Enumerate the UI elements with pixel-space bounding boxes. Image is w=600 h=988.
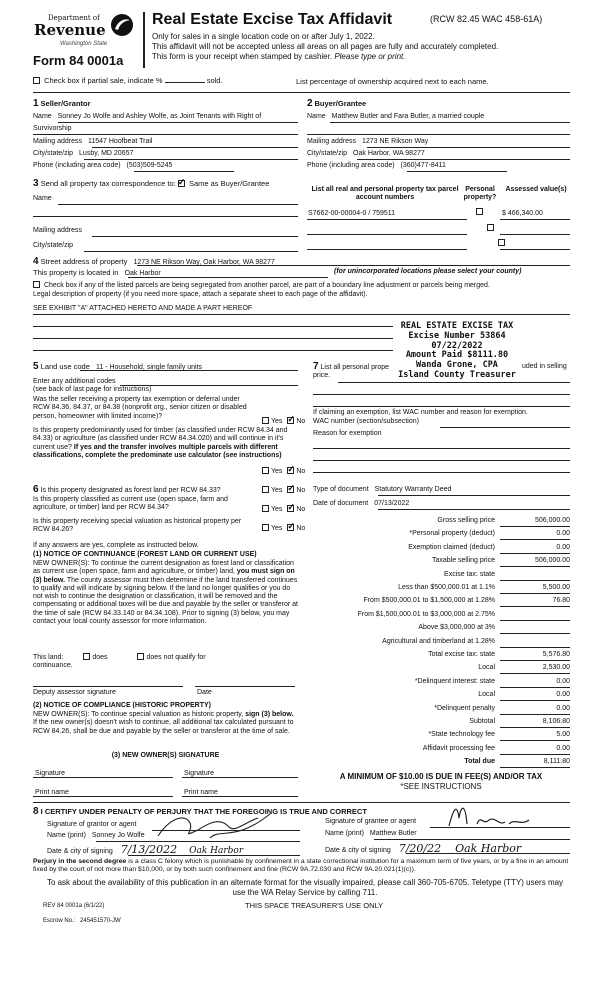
legal-description[interactable]: SEE EXHIBIT "A" ATTACHED HERETO AND MADE A PART HEREOF <box>33 305 253 312</box>
does-not-checkbox[interactable] <box>137 653 144 660</box>
header-line3: This form is your receipt when stamped by cashier. <box>152 52 333 61</box>
historic-yes-checkbox[interactable] <box>262 524 269 531</box>
personal-number: 7 <box>313 361 319 372</box>
street-number: 4 <box>33 256 39 267</box>
does-checkbox[interactable] <box>83 653 90 660</box>
tax-row <box>300 610 572 622</box>
correspondence-label: Send all property tax correspondence to: <box>40 179 176 188</box>
same-as-buyer-label: Same as Buyer/Grantee <box>188 179 270 188</box>
timber-yes-checkbox[interactable] <box>262 467 269 474</box>
does-label: does <box>92 654 108 661</box>
buyer-name[interactable]: Matthew Butler and Fara Butler, a married couple <box>331 113 485 120</box>
continuance-text-a: NEW OWNER(S): To continue the current designation as forest land or classification as current use (open space, farm and agriculture, or timber) land, <box>33 560 294 576</box>
tax-row-value[interactable]: 0.00 <box>500 544 570 554</box>
personal-label-a: List all personal prope <box>320 364 390 371</box>
buyer-mailing[interactable]: 1273 NE Rikson Way <box>361 138 429 145</box>
tax-row-label: Excise tax: state <box>444 570 495 578</box>
forest-yes-label: Yes <box>271 487 283 494</box>
tax-row-value[interactable]: 2,530.00 <box>500 664 570 674</box>
escrow-number: 245451570-JW <box>80 918 121 924</box>
type-or-print: Please type or print. <box>334 52 406 61</box>
tax-row-value[interactable]: 8,106.80 <box>500 718 570 728</box>
exemption-no-checkbox[interactable] <box>287 417 294 424</box>
rcw-citation: (RCW 82.45 WAC 458-61A) <box>430 14 543 24</box>
tax-row-label: Gross selling price <box>437 517 495 524</box>
seller-city[interactable]: Lusby, MD 20657 <box>79 150 134 157</box>
buyer-title: Buyer/Grantee <box>314 99 367 108</box>
treasurer-stamp <box>392 322 522 381</box>
forest-number: 6 <box>33 484 39 495</box>
tax-row-value[interactable]: 0.00 <box>500 530 570 540</box>
treasurer-use-only: THIS SPACE TREASURER'S USE ONLY <box>245 901 384 910</box>
tax-row <box>300 637 572 649</box>
continuance-text-b: you must sign on (3) below. <box>33 568 295 584</box>
timber-no-label: No <box>296 468 306 475</box>
seller-name-cont[interactable]: Survivorship <box>33 125 72 132</box>
rev-number: REV 84 0001a (6/1/22) <box>43 903 105 909</box>
tax-row <box>300 623 572 635</box>
tax-row-value[interactable]: 506,000.00 <box>500 517 570 527</box>
certify-title: I CERTIFY UNDER PENALTY OF PERJURY THAT THE FOREGOING IS TRUE AND CORRECT <box>40 807 367 816</box>
landuse-number: 5 <box>33 361 39 372</box>
stamp-line4: Amount Paid $8111.80 <box>405 350 509 361</box>
assessed-value-1[interactable]: $ 466,340.00 <box>502 210 543 217</box>
minimum-fee-note: A MINIMUM OF $10.00 IS DUE IN FEE(S) AND/OR TAX <box>339 772 543 781</box>
tax-row <box>300 690 572 702</box>
stamp-line2: Excise Number 53864 <box>408 330 506 341</box>
grantor-date[interactable]: 7/13/2022 <box>120 843 178 856</box>
see-instructions: *SEE INSTRUCTIONS <box>400 782 482 791</box>
parcel-number-1[interactable]: S7662-00-00004-0 / 759511 <box>308 210 396 217</box>
form-number: Form 84 0001a <box>33 53 124 68</box>
accessibility-note: To ask about the availability of this publication in an alternate format for the visually impaired, please call 360-705-6705. Teletype (TTY) users may use the WA Relay Service by calling 711. <box>46 878 564 897</box>
continuance-label: continuance. <box>33 662 73 669</box>
tax-row-label: *State technology fee <box>428 731 495 739</box>
escrow-label: Escrow No.: <box>43 918 76 924</box>
assessed-value-header: Assessed value(s) <box>505 186 567 193</box>
tax-row <box>300 583 572 595</box>
grantor-date-label: Date & city of signing <box>47 848 113 855</box>
correspondence-city-label: City/state/zip <box>33 242 74 249</box>
header-line1: Only for sales in a single location code on or after July 1, 2022. <box>152 32 375 41</box>
compliance-text-a: NEW OWNER(S): To continue special valuation as historic property, <box>33 711 244 718</box>
stamp-line1: REAL ESTATE EXCISE TAX <box>400 321 514 331</box>
tax-row-value[interactable]: 5.00 <box>500 731 570 741</box>
correspondence-name-label: Name <box>33 195 52 202</box>
compliance-text-c: If the new owner(s) doesn't wish to continue, all additional tax calculated pursuant to RCW 84.26, shall be due and payable by the seller or transferor at the time of sale. <box>33 719 294 735</box>
seller-name[interactable]: Sonney Jo Wolfe and Ashley Wolfe, as Joint Tenants with Right of <box>57 113 262 120</box>
timber-yes-label: Yes <box>271 468 283 475</box>
tax-row-value[interactable]: 506,000.00 <box>500 557 570 567</box>
tax-row-value[interactable] <box>500 624 570 634</box>
personal-property-checkbox-3[interactable] <box>498 239 505 246</box>
tax-row-label: *Personal property (deduct) <box>409 530 495 538</box>
exemption-yes-label: Yes <box>271 418 283 425</box>
doc-type-label: Type of document <box>313 486 369 493</box>
tax-row-value[interactable]: 0.00 <box>500 678 570 688</box>
buyer-mailing-label: Mailing address <box>307 138 357 145</box>
personal-property-header: Personal property? <box>463 186 497 202</box>
correspondence-mailing-label: Mailing address <box>33 227 83 234</box>
tax-row-label: Total excise tax: state <box>428 651 495 658</box>
tax-row-label: Taxable selling price <box>431 557 495 565</box>
tax-row-label: From $500,000.01 to $1,500,000 at 1.28% <box>363 597 495 605</box>
stamp-line6: Island County Treasurer <box>398 369 516 380</box>
current-use-no-label: No <box>296 506 306 513</box>
current-use-no-checkbox[interactable] <box>287 505 294 512</box>
current-use-yes-label: Yes <box>271 506 283 513</box>
buyer-city-label: City/state/zip <box>307 150 348 157</box>
tax-row-label: *Delinquent penalty <box>434 704 495 712</box>
street-address[interactable]: 1273 NE Rikson Way, Oak Harbor, WA 98277 <box>133 259 275 266</box>
personal-label-c: price. <box>313 372 331 379</box>
tax-row <box>300 543 572 555</box>
located-in[interactable]: Oak Harbor <box>124 270 161 277</box>
partial-sale-label: Check box if partial sale, indicate % <box>44 76 163 85</box>
seller-city-label: City/state/zip <box>33 150 74 157</box>
tax-row <box>300 744 572 756</box>
correspondence-number: 3 <box>33 178 39 189</box>
located-label: This property is located in <box>33 268 119 277</box>
seller-title: Seller/Grantor <box>40 99 91 108</box>
personal-property-checkbox-1[interactable] <box>476 208 483 215</box>
grantor-signature[interactable] <box>150 808 280 848</box>
personal-label-b: uded in selling <box>522 363 567 370</box>
parcel-header: List all real and personal property tax parcel account numbers <box>311 186 459 202</box>
grantee-signature[interactable] <box>445 800 535 830</box>
forest-no-label: No <box>296 487 306 494</box>
current-use-yes-checkbox[interactable] <box>262 505 269 512</box>
exemption-question: Was the seller receiving a property tax exemption or deferral under RCW 84.36, 84.37, or 84.38 (nonprofit org., senior citizen or disabled person, homeowner with limited income)? <box>33 396 247 420</box>
current-use-question: Is this property classified as current use (open space, farm and agriculture, or timber) land per RCW 84.34? <box>33 496 228 512</box>
tax-row-label: Above $3,000,000 at 3% <box>418 624 495 632</box>
certify-number: 8 <box>33 806 39 817</box>
tax-row <box>300 529 572 541</box>
seller-phone-label: Phone (including area code) <box>33 162 121 169</box>
deputy-signature-label: Deputy assessor signature <box>33 689 116 696</box>
exemption-reason-label: Reason for exemption <box>313 430 382 437</box>
owner-signature-label-1: Signature <box>35 770 65 777</box>
if-yes-note: If any answers are yes, complete as instructed below. <box>33 542 199 549</box>
tax-row <box>300 570 572 582</box>
tax-row <box>300 677 572 689</box>
personal-property-checkbox-2[interactable] <box>487 224 494 231</box>
timber-question: Is this property predominantly used for timber (as classified under RCW 84.34 and 84.33) or agriculture (as classified under RCW 84.34.020) and will continue in it's current use? <box>33 427 288 451</box>
seller-name-label: Name <box>33 113 52 120</box>
swoosh-logo-icon <box>110 12 134 38</box>
partial-sale-sold: sold. <box>206 76 223 85</box>
dept-line3: Washington State <box>60 41 108 47</box>
deputy-date-label: Date <box>197 689 212 696</box>
exemption-wac-note: If claiming an exemption, list WAC number and reason for exemption. <box>313 409 528 416</box>
grantor-name[interactable]: Sonney Jo Wolfe <box>91 832 145 839</box>
street-label: Street address of property <box>40 257 128 266</box>
doc-type[interactable]: Statutory Warranty Deed <box>374 486 452 493</box>
tax-row <box>300 556 572 568</box>
owner-print-label-2: Print name <box>184 789 218 796</box>
tax-row-value[interactable]: 8,111.80 <box>500 758 570 768</box>
owner-signature-label-2: Signature <box>184 770 214 777</box>
tax-row-label: From $1,500,000.01 to $3,000,000 at 2.75% <box>357 610 495 618</box>
grantee-name-label: Name (print) <box>325 830 364 837</box>
historic-no-checkbox[interactable] <box>287 524 294 531</box>
seller-mailing-label: Mailing address <box>33 138 83 145</box>
tax-row-value[interactable]: 5,500.00 <box>500 584 570 594</box>
ownership-note: List percentage of ownership acquired next to each name. <box>296 77 489 86</box>
grantee-signature-label: Signature of grantee or agent <box>325 818 417 825</box>
partial-sale-checkbox[interactable] <box>33 77 40 84</box>
grantor-city[interactable]: Oak Harbor <box>189 846 244 856</box>
tax-row-label: Agricultural and timberland at 1.28% <box>382 637 495 645</box>
unincorporated-note: (for unincorporated locations please select your county) <box>334 268 522 275</box>
tax-row-value[interactable] <box>500 638 570 648</box>
buyer-section-number: 2 <box>307 98 313 109</box>
perjury-label: Perjury in the second degree <box>33 858 127 865</box>
does-not-label: does not qualify for <box>146 654 206 661</box>
stamp-line3: 07/22/2022 <box>431 340 483 351</box>
tax-row <box>300 650 572 662</box>
tax-row-value[interactable]: 0.00 <box>500 745 570 755</box>
header-line2: This affidavit will not be accepted unless all areas on all pages are fully and accurately completed. <box>152 42 499 51</box>
seller-section-number: 1 <box>33 98 39 109</box>
buyer-name-label: Name <box>307 113 326 120</box>
tax-row-label: Affidavit processing fee <box>422 744 495 752</box>
buyer-phone[interactable]: (360)477-8411 <box>400 162 446 169</box>
buyer-city[interactable]: Oak Harbor, WA 98277 <box>353 150 425 157</box>
tax-row-value[interactable]: 76.80 <box>500 597 570 607</box>
doc-date-label: Date of document <box>313 500 369 507</box>
perjury-text: is a class C felony which is punishable by confinement in a state correctional institution for a maximum term of five years, or by a fine in an amount fixed by the court of not more than $10,000, or by both such confinement and fine (RCW 9A.72.030 and RCW 9A.20.021(1)(c)). <box>33 858 569 874</box>
buyer-phone-label: Phone (including area code) <box>307 162 395 169</box>
grantee-date-label: Date & city of signing <box>325 847 391 854</box>
grantor-name-label: Name (print) <box>47 832 86 839</box>
forest-yes-checkbox[interactable] <box>262 486 269 493</box>
segregated-checkbox[interactable] <box>33 281 40 288</box>
forest-question-1: Is this property designated as forest land per RCW 84.33? <box>40 487 221 494</box>
exemption-yes-checkbox[interactable] <box>262 417 269 424</box>
tax-row <box>300 704 572 716</box>
seller-phone[interactable]: (503)509-5245 <box>126 162 173 169</box>
this-land-label: This land: <box>33 654 64 661</box>
wac-number-label: WAC number (section/subsection) <box>313 418 419 425</box>
grantee-name[interactable]: Matthew Butler <box>369 830 417 837</box>
timber-no-checkbox[interactable] <box>287 467 294 474</box>
tax-row <box>300 596 572 608</box>
tax-row <box>300 757 572 769</box>
grantor-signature-label: Signature of grantor or agent <box>47 821 137 828</box>
timber-calculator-note: If yes and the transfer involves multiple parcels with different classifications, complete the predominate use calculator (see instructions) <box>33 443 282 460</box>
forest-no-checkbox[interactable] <box>287 486 294 493</box>
tax-row <box>300 717 572 729</box>
seller-mailing[interactable]: 11547 Hoofbeat Trail <box>87 138 153 145</box>
tax-row <box>300 730 572 742</box>
tax-row-value[interactable] <box>500 571 570 581</box>
tax-row-value[interactable] <box>500 611 570 621</box>
continuance-title: (1) NOTICE OF CONTINUANCE (FOREST LAND OR CURRENT USE) <box>33 551 257 558</box>
compliance-title: (2) NOTICE OF COMPLIANCE (HISTORIC PROPERTY) <box>33 702 211 709</box>
tax-row-value[interactable]: 0.00 <box>500 705 570 715</box>
stamp-line5: Wanda Grone, CPA <box>416 360 498 371</box>
same-as-buyer-checkbox[interactable] <box>178 180 185 187</box>
new-owner-signature-title: (3) NEW OWNER(S) SIGNATURE <box>111 752 220 759</box>
tax-row-label: Subtotal <box>469 718 495 725</box>
tax-row-value[interactable]: 0.00 <box>500 691 570 701</box>
dor-logo <box>32 12 137 56</box>
tax-row-value[interactable]: 5,576.80 <box>500 651 570 661</box>
continuance-text-c: The county assessor must then determine if the land transferred continues to qualify and will indicate by signing below. If the land no longer qualifies or you do not wish to continue the designation or classification, it will be removed and the compensating or additional taxes will be due and payable by the seller or transferor at the time of sale (RCW 84.33.140 or 84.34.108). Prior to signing (3) below, you may contact your local county assessor for more information. <box>33 576 298 625</box>
form-title: Real Estate Excise Tax Affidavit <box>152 11 393 28</box>
historic-yes-label: Yes <box>271 525 283 532</box>
tax-row <box>300 663 572 675</box>
grantee-city[interactable]: Oak Harbor <box>455 842 522 855</box>
landuse-label: Land use code <box>40 362 90 371</box>
segregated-label: Check box if any of the listed parcels are being segregated from another parcel, are part of a boundary line adjustment or parcels being merged. <box>43 282 490 289</box>
exemption-no-label: No <box>296 418 306 425</box>
grantee-date[interactable]: 7/20/22 <box>398 842 442 855</box>
additional-codes-note: (see back of last page for instructions) <box>33 386 152 393</box>
tax-row-label: Local <box>478 664 495 672</box>
doc-date[interactable]: 07/13/2022 <box>374 500 410 507</box>
historic-no-label: No <box>296 525 306 532</box>
additional-codes-label: Enter any additional codes <box>33 378 116 385</box>
tax-row <box>300 516 572 528</box>
historic-question: Is this property receiving special valuation as historical property per RCW 84.26? <box>33 518 242 534</box>
tax-row-label: Local <box>478 691 495 699</box>
tax-row-label: Exemption claimed (deduct) <box>408 543 495 551</box>
legal-label: Legal description of property (if you need more space, attach a separate sheet to each page of the affidavit). <box>33 291 368 298</box>
owner-print-label-1: Print name <box>35 789 69 796</box>
tax-row-label: Less than $500,000.01 at 1.1% <box>398 584 495 591</box>
compliance-text-b: sign (3) below. <box>245 711 294 718</box>
tax-row-label: *Delinquent interest: state <box>414 677 495 685</box>
dept-line2: Revenue <box>34 21 106 39</box>
dept-line1: Department of <box>48 14 100 22</box>
landuse-code[interactable]: 11 - Household, single family units <box>95 364 203 371</box>
tax-row-label: Total due <box>464 758 495 766</box>
